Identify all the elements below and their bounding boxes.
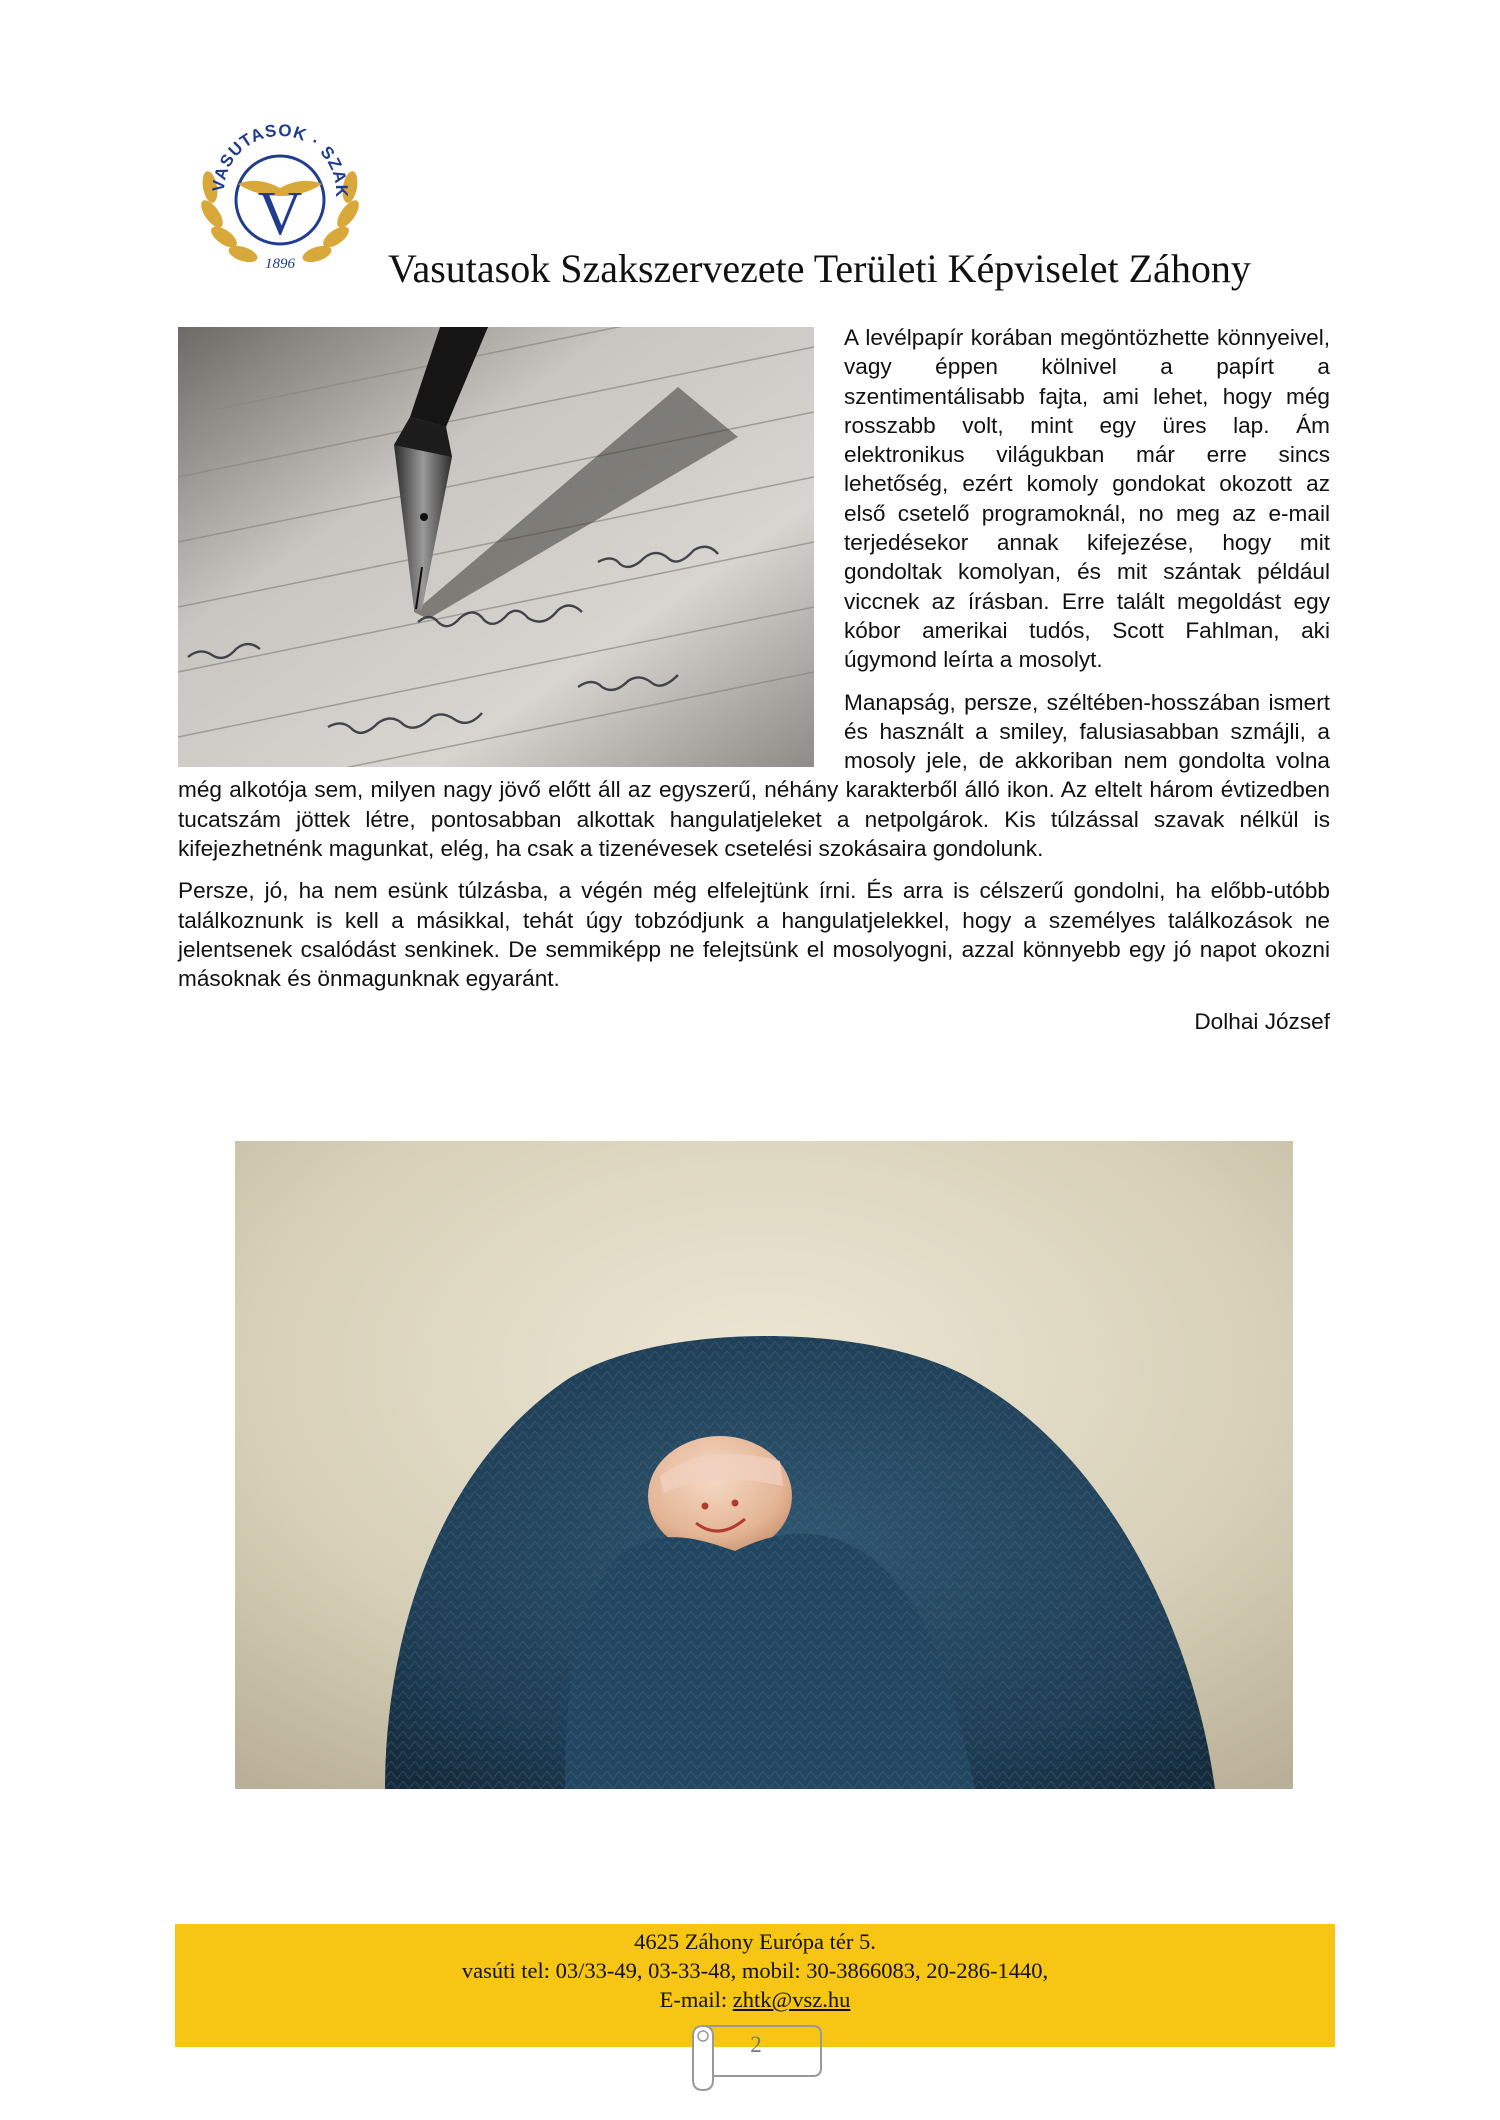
logo-ring-text: VASUTASOK · SZAK: [208, 120, 352, 199]
page-number: 2: [750, 2032, 762, 2057]
footer-email-link[interactable]: zhtk@vsz.hu: [732, 1987, 851, 2012]
article-paragraph-1: A levélpapír korában megöntözhette könnyeivel, vagy éppen kölnivel a papírt a szentimentálisabb fajta, ami lehet, hogy még rosszabb volt, mint egy üres lap. Ám elektronikus világukban már erre sincs lehetőség, ezért komoly gondokat okozott az első csetelő programoknál, no meg az e-mail terjedésekor annak kifejezése, hogy mit gondoltak komolyan, és mit szántak például viccnek az írásban. Erre talált megoldást egy kóbor amerikai tudós, Scott Fahlman, aki úgymond leírta a mosolyt.: [844, 325, 1330, 673]
article-paragraph-2: Manapság, persze, széltében-hosszában ismert és használt a smiley, falusiasabban szmájli, a mosoly jele, de akkoriban nem gondolta volna még alkotója sem, milyen nagy jövő előtt áll az egyszerű, néhány karakterből álló ikon. Az eltelt három évtizedben tucatszám jöttek létre, pontosabban alkottak hangulatjeleket a netpolgárok. Kis túlzással szavak nélkül is kifejezhetnénk magunkat, elég, ha csak a tizenévesek csetelési szokásaira gondolunk.: [178, 689, 1330, 862]
smiley-toe-sock-photo: [235, 1141, 1293, 1789]
footer-email-line: [175, 1985, 1335, 2014]
logo-year: 1896: [265, 256, 295, 272]
footer-address: 4625 Záhony Európa tér 5.: [634, 1929, 876, 1954]
article: [178, 323, 1330, 1036]
author-signature: Dolhai József: [1194, 1008, 1330, 1034]
photo-spacer: [178, 323, 844, 768]
page-number-scroll: [683, 2018, 829, 2094]
page-title: Vasutasok Szakszervezete Területi Képviselet Záhony: [388, 246, 1251, 291]
footer-phones: vasúti tel: 03/33-49, 03-33-48, mobil: 30-3866083, 20-286-1440,: [461, 1958, 1049, 1983]
logo-letter: V: [257, 180, 303, 248]
union-logo: [188, 92, 372, 276]
footer-email-label: E-mail:: [659, 1987, 733, 2012]
article-paragraph-3: Persze, jó, ha nem esünk túlzásba, a végén még elfelejtünk írni. És arra is célszerű gondolni, ha előbb-utóbb találkoznunk is kell a másikkal, tehát úgy tobzódjunk a hangulatjelekkel, hogy a személyes találkozások ne jelentsenek csalódást senkinek. De semmiképp ne felejtsünk el mosolyogni, azzal könnyebb egy jó napot okozni másoknak és önmagunknak egyaránt.: [178, 878, 1330, 992]
